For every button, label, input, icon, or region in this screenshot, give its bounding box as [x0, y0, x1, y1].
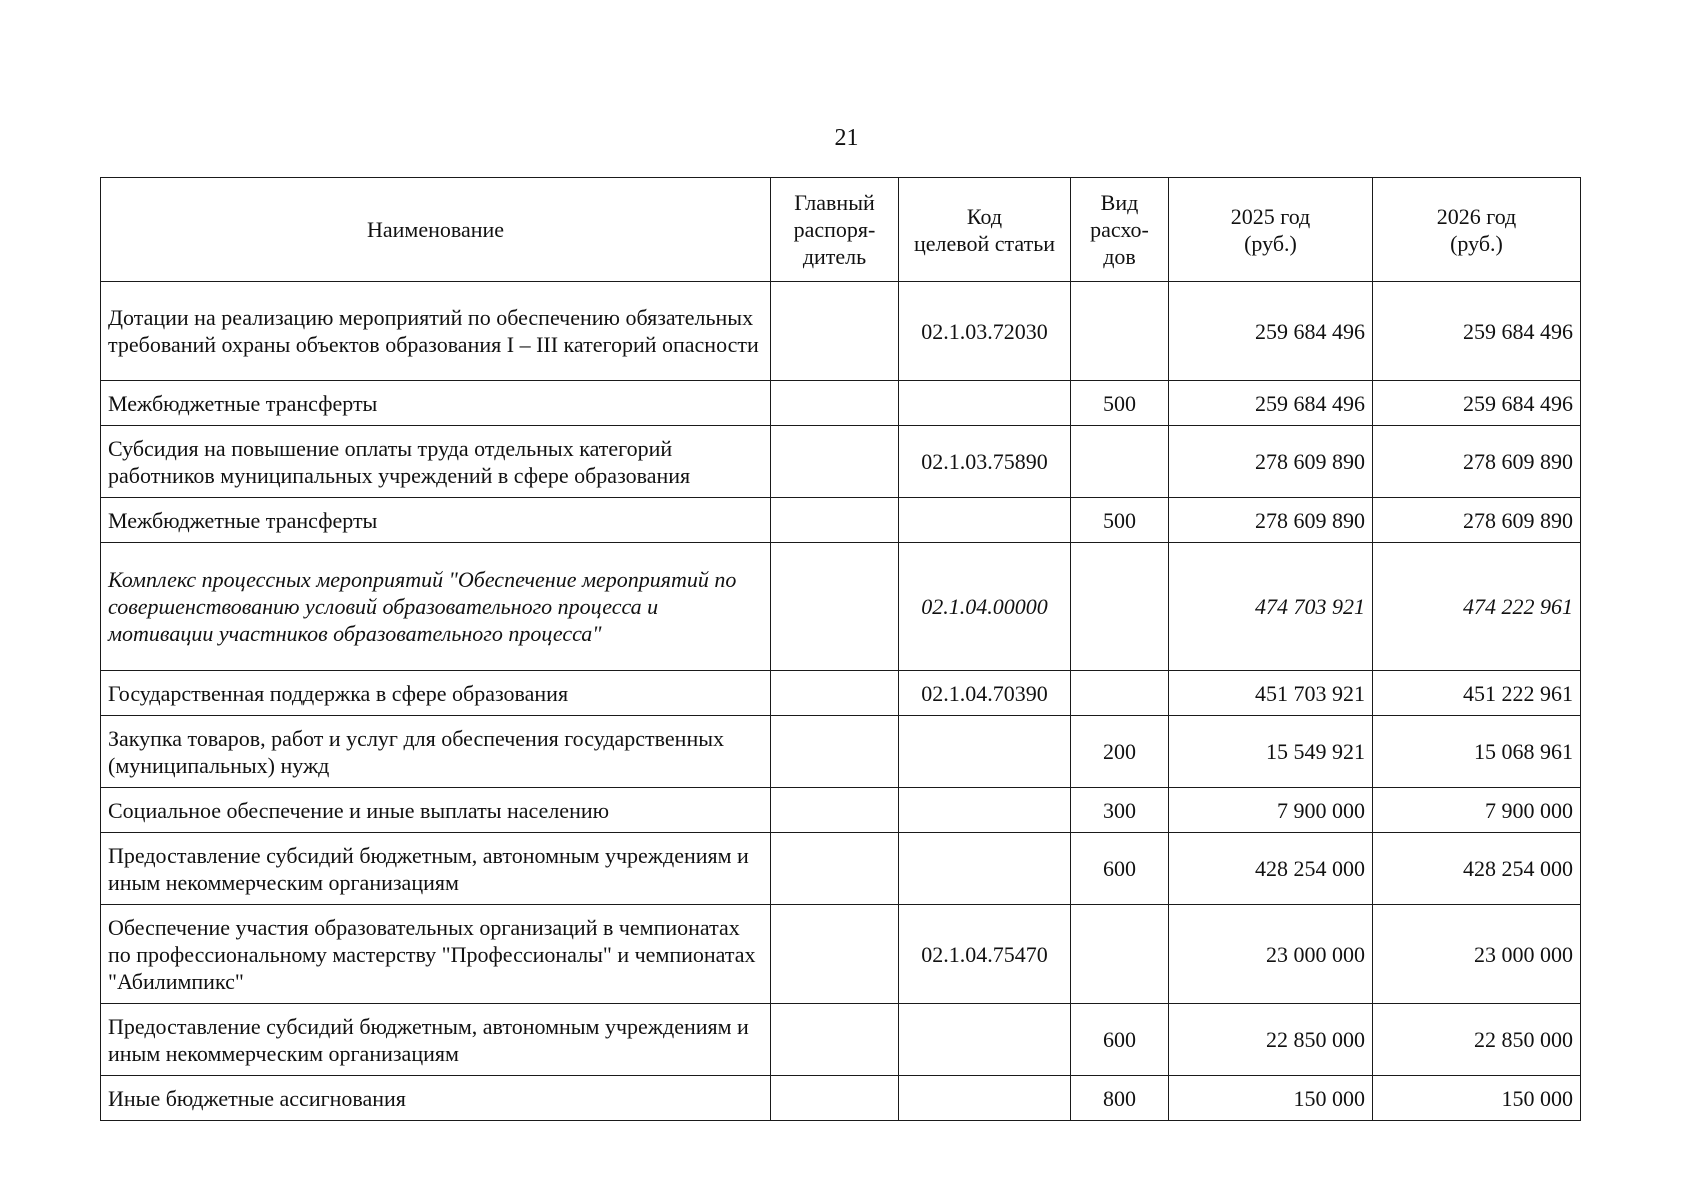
table-row — [101, 426, 1581, 498]
row-2026: 278 609 890 — [1373, 498, 1581, 543]
row-admin — [771, 426, 899, 498]
row-code — [899, 498, 1071, 543]
row-2025: 428 254 000 — [1169, 833, 1373, 905]
row-name: Предоставление субсидий бюджетным, автономным учреждениям и иным некоммерческим организациям — [101, 833, 771, 905]
table-row — [101, 381, 1581, 426]
row-2025: 150 000 — [1169, 1076, 1373, 1121]
row-2025: 259 684 496 — [1169, 381, 1373, 426]
row-code: 02.1.03.72030 — [899, 282, 1071, 381]
row-2025: 23 000 000 — [1169, 905, 1373, 1004]
row-2026: 278 609 890 — [1373, 426, 1581, 498]
table-row — [101, 543, 1581, 671]
row-name: Субсидия на повышение оплаты труда отдельных категорий работников муниципальных учреждений в сфере образования — [101, 426, 771, 498]
table-row — [101, 282, 1581, 381]
row-code — [899, 833, 1071, 905]
row-type — [1071, 543, 1169, 671]
row-code: 02.1.04.00000 — [899, 543, 1071, 671]
row-admin — [771, 282, 899, 381]
header-name: Наименование — [101, 178, 771, 282]
row-2025: 259 684 496 — [1169, 282, 1373, 381]
row-type — [1071, 426, 1169, 498]
row-2026: 451 222 961 — [1373, 671, 1581, 716]
row-2026: 7 900 000 — [1373, 788, 1581, 833]
row-2026: 22 850 000 — [1373, 1004, 1581, 1076]
table-header-row — [101, 178, 1581, 282]
table-row — [101, 671, 1581, 716]
row-admin — [771, 671, 899, 716]
table-row — [101, 788, 1581, 833]
row-2026: 23 000 000 — [1373, 905, 1581, 1004]
row-admin — [771, 905, 899, 1004]
row-2025: 278 609 890 — [1169, 498, 1373, 543]
row-code — [899, 1004, 1071, 1076]
row-2025: 22 850 000 — [1169, 1004, 1373, 1076]
row-2025: 7 900 000 — [1169, 788, 1373, 833]
row-name: Межбюджетные трансферты — [101, 498, 771, 543]
row-name: Социальное обеспечение и иные выплаты населению — [101, 788, 771, 833]
table-row — [101, 716, 1581, 788]
row-2026: 474 222 961 — [1373, 543, 1581, 671]
row-name: Государственная поддержка в сфере образования — [101, 671, 771, 716]
row-admin — [771, 1076, 899, 1121]
row-type: 200 — [1071, 716, 1169, 788]
row-admin — [771, 543, 899, 671]
row-name: Предоставление субсидий бюджетным, автономным учреждениям и иным некоммерческим организациям — [101, 1004, 771, 1076]
row-2026: 259 684 496 — [1373, 381, 1581, 426]
row-type: 500 — [1071, 498, 1169, 543]
row-name: Иные бюджетные ассигнования — [101, 1076, 771, 1121]
row-2025: 15 549 921 — [1169, 716, 1373, 788]
row-type: 300 — [1071, 788, 1169, 833]
row-2025: 278 609 890 — [1169, 426, 1373, 498]
row-name: Закупка товаров, работ и услуг для обеспечения государственных (муниципальных) нужд — [101, 716, 771, 788]
table-row — [101, 905, 1581, 1004]
row-type: 600 — [1071, 833, 1169, 905]
row-code — [899, 716, 1071, 788]
row-code: 02.1.03.75890 — [899, 426, 1071, 498]
row-code — [899, 381, 1071, 426]
row-2026: 15 068 961 — [1373, 716, 1581, 788]
row-name: Межбюджетные трансферты — [101, 381, 771, 426]
row-admin — [771, 498, 899, 543]
row-name: Дотации на реализацию мероприятий по обеспечению обязательных требований охраны объектов образования I – III категорий опасности — [101, 282, 771, 381]
row-type: 500 — [1071, 381, 1169, 426]
table-row — [101, 1076, 1581, 1121]
row-type — [1071, 905, 1169, 1004]
row-admin — [771, 1004, 899, 1076]
row-type — [1071, 671, 1169, 716]
row-code — [899, 1076, 1071, 1121]
row-code: 02.1.04.70390 — [899, 671, 1071, 716]
row-code — [899, 788, 1071, 833]
page-number: 21 — [834, 125, 859, 151]
table-row — [101, 1004, 1581, 1076]
header-type: Вид расхо- дов — [1071, 178, 1169, 282]
header-admin: Главный распоря- дитель — [771, 178, 899, 282]
row-admin — [771, 788, 899, 833]
row-admin — [771, 716, 899, 788]
row-2026: 150 000 — [1373, 1076, 1581, 1121]
row-code: 02.1.04.75470 — [899, 905, 1071, 1004]
row-2025: 474 703 921 — [1169, 543, 1373, 671]
row-2025: 451 703 921 — [1169, 671, 1373, 716]
row-2026: 259 684 496 — [1373, 282, 1581, 381]
row-name: Обеспечение участия образовательных организаций в чемпионатах по профессиональному мастерству "Профессионалы" и чемпионатах "Абилимпикс" — [101, 905, 771, 1004]
row-2026: 428 254 000 — [1373, 833, 1581, 905]
row-type — [1071, 282, 1169, 381]
table-row — [101, 833, 1581, 905]
header-2026: 2026 год (руб.) — [1373, 178, 1581, 282]
budget-table — [100, 177, 1581, 1121]
row-admin — [771, 381, 899, 426]
row-type: 800 — [1071, 1076, 1169, 1121]
header-code: Код целевой статьи — [899, 178, 1071, 282]
row-admin — [771, 833, 899, 905]
table-row — [101, 498, 1581, 543]
row-name: Комплекс процессных мероприятий "Обеспечение мероприятий по совершенствованию условий образовательного процесса и мотивации участников образовательного процесса" — [101, 543, 771, 671]
row-type: 600 — [1071, 1004, 1169, 1076]
header-2025: 2025 год (руб.) — [1169, 178, 1373, 282]
